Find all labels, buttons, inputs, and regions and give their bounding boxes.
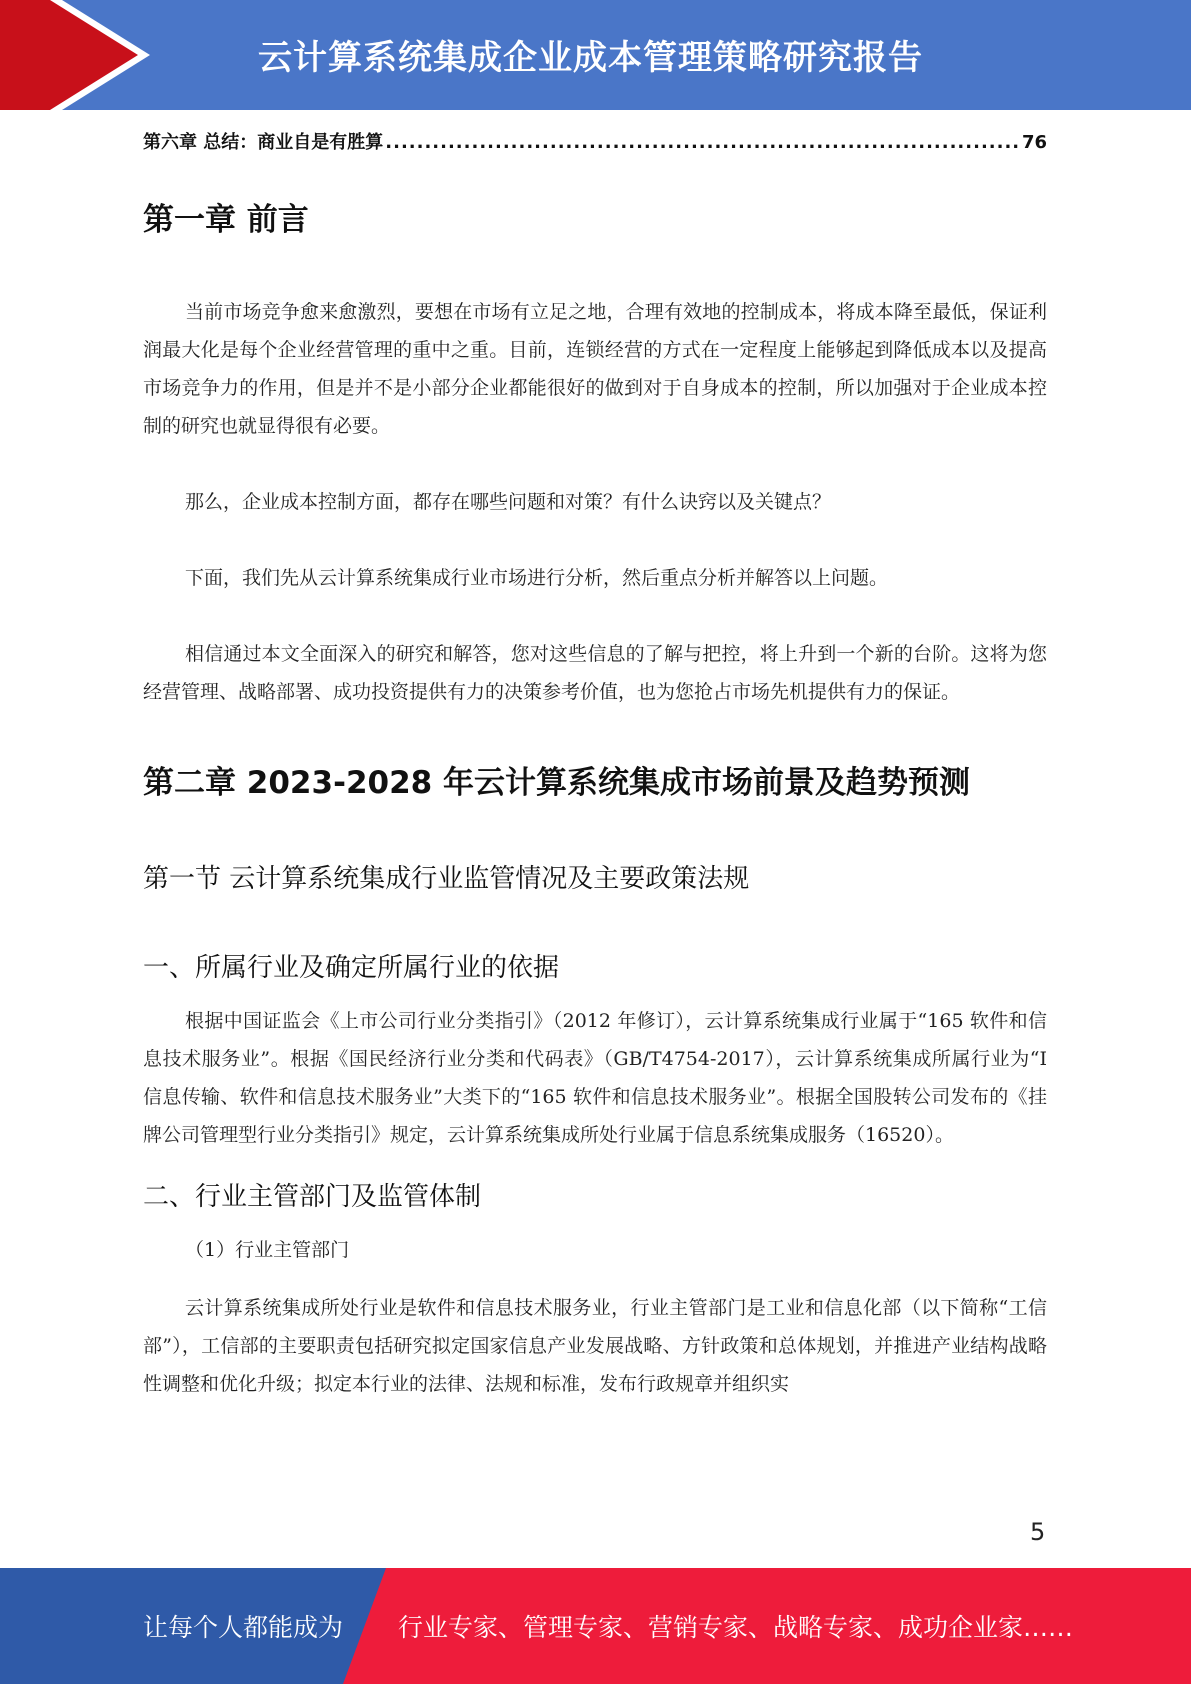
page-number: 5 [1030,1518,1046,1546]
subsection-2-title: 二、行业主管部门及监管体制 [143,1182,482,1212]
page-content [143,128,1047,1403]
intro-paragraph-4: 相信通过本文全面深入的研究和解答，您对这些信息的了解与把控，将上升到一个新的台阶。这将为您经营管理、战略部署、成功投资提供有力的决策参考价值，也为您抢占市场先机提供有力的保证。 [143,643,1047,703]
section-1-title: 第一节 云计算系统集成行业监管情况及主要政策法规 [143,864,750,894]
chapter-2-title: 第二章 2023-2028 年云计算系统集成市场前景及趋势预测 [143,765,971,801]
toc-entry-page: 76 [1021,132,1047,153]
footer-slogan-right: 行业专家、管理专家、营销专家、战略专家、成功企业家…… [398,1613,1074,1642]
footer-slogan-left: 让每个人都能成为 [143,1613,344,1642]
subsection-1-title: 一、所属行业及确定所属行业的依据 [143,953,560,983]
intro-paragraph-2: 那么，企业成本控制方面，都存在哪些问题和对策？有什么诀窍以及关键点？ [185,491,832,513]
list-item-heading: （1）行业主管部门 [185,1239,350,1261]
toc-leader-dots [385,132,1020,153]
intro-paragraph-3: 下面，我们先从云计算系统集成行业市场进行分析，然后重点分析并解答以上问题。 [185,567,889,589]
subsection-2-paragraph: 云计算系统集成所处行业是软件和信息技术服务业，行业主管部门是工业和信息化部（以下简称“工信部”），工信部的主要职责包括研究拟定国家信息产业发展战略、方针政策和总体规划，并推进产业结构战略性调整和优化升级；拟定本行业的法律、法规和标准，发布行政规章并组织实 [143,1297,1047,1395]
toc-entry[interactable] [143,128,1047,154]
chapter-1-title: 第一章 前言 [143,202,309,238]
page-footer [0,1568,1191,1684]
header-arrow-icon [0,0,160,110]
intro-paragraph-1: 当前市场竞争愈来愈激烈，要想在市场有立足之地，合理有效地的控制成本，将成本降至最低，保证利润最大化是每个企业经营管理的重中之重。目前，连锁经营的方式在一定程度上能够起到降低成本以及提高市场竞争力的作用，但是并不是小部分企业都能很好的做到对于自身成本的控制，所以加强对于企业成本控制的研究也就显得很有必要。 [143,301,1047,437]
subsection-1-paragraph: 根据中国证监会《上市公司行业分类指引》（2012 年修订），云计算系统集成行业属于“165 软件和信息技术服务业”。根据《国民经济行业分类和代码表》（GB/T4754-2017），云计算系统集成所属行业为“I 信息传输、软件和信息技术服务业”大类下的“165 软件和信息技术服务业”。根据全国股转公司发布的《挂牌公司管理型行业分类指引》规定，云计算系统集成所处行业属于信息系统集成服务（16520）。 [143,1010,1047,1146]
report-title: 云计算系统集成企业成本管理策略研究报告 [258,38,923,78]
toc-entry-label: 第六章 总结：商业自是有胜算 [143,132,384,153]
page-header [0,0,1191,110]
